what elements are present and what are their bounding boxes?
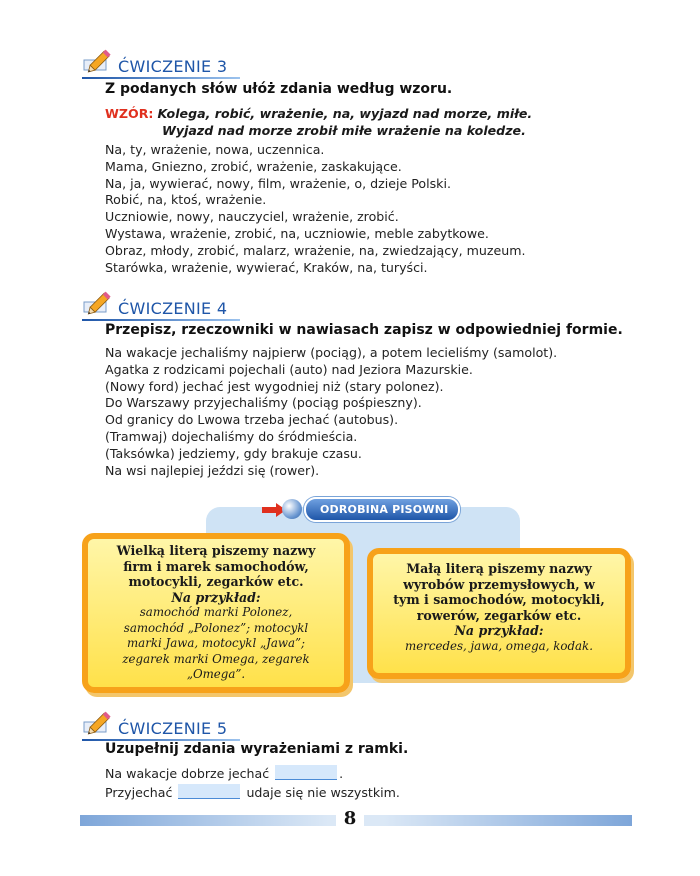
spelling-label-text: ODROBINA PISOWNI [304,497,460,522]
pencil-icon [82,46,116,76]
sentence-text: udaje się nie wszystkim. [246,785,400,800]
blank-field[interactable] [178,784,240,799]
list-item [105,764,400,783]
list-item: (Tramwaj) dojechaliśmy do śródmieścia. [105,428,358,444]
list-item: Od granicy do Lwowa trzeba jechać (autobus). [105,412,399,428]
rule-line: motocykli, zegarków etc. [128,574,304,589]
example-line: samochód marki Polonez, [139,605,293,619]
rule-line: wyrobów przemysłowych, w [403,576,595,592]
example-line: „Omega”. [186,667,246,681]
exercise-3-header [82,44,227,76]
exercise-5-title: ĆWICZENIE 5 [118,719,228,738]
blank-field[interactable] [275,765,337,780]
pencil-icon [82,288,116,318]
example-label: Na przykład: [171,589,261,605]
list-item: Robić, na, ktoś, wrażenie. [105,192,267,208]
exercise-5-lines [105,764,400,802]
exercise-4-title: ĆWICZENIE 4 [118,299,228,318]
rule-box-capital [82,533,350,693]
example-line: mercedes, jawa, omega, kodak. [405,638,593,653]
wzor-line-1: Kolega, robić, wrażenie, na, wyjazd nad morze, miłe. [157,106,533,121]
list-item: Na, ty, wrażenie, nowa, uczennica. [105,142,325,157]
wzor-line-2: Wyjazd nad morze zrobił miłe wrażenie na koledze. [162,122,526,138]
list-item: (Nowy ford) jechać jest wygodniej niż (stary polonez). [105,378,444,394]
exercise-5-header [82,706,227,738]
exercise-3-lines [105,142,526,276]
example-line: marki Jawa, motocykl „Jawa”; [126,636,305,650]
rule-line: Wielką literą piszemy nazwy [116,543,316,558]
page-number-text: 8 [336,808,365,829]
list-item: Starówka, wrażenie, wywierać, Kraków, na, turyści. [105,259,428,275]
heading-underline [82,319,240,321]
exercise-5-instruction: Uzupełnij zdania wyrażeniami z ramki. [105,741,409,757]
list-item: Na, ja, wywierać, nowy, film, wrażenie, o, dzieje Polski. [105,175,451,191]
list-item: Agatka z rodzicami pojechali (auto) nad Jeziora Mazurskie. [105,361,473,377]
page-number [0,808,700,829]
list-item: Wystawa, wrażenie, zrobić, na, uczniowie, meble zabytkowe. [105,225,489,241]
list-item: Na wsi najlepiej jeździ się (rower). [105,462,320,478]
wzor-label: WZÓR: [105,106,154,121]
sentence-text: Przyjechać [105,785,173,800]
example-line: samochód „Polonez”; motocykl [123,620,309,635]
list-item: Na wakacje jechaliśmy najpierw (pociąg), a potem lecieliśmy (samolot). [105,345,558,360]
globe-icon [282,499,302,519]
list-item: Do Warszawy przyjechaliśmy (pociąg pośpieszny). [105,395,422,411]
exercise-3-instruction: Z podanych słów ułóż zdania według wzoru. [105,81,453,97]
rule-line: rowerów, zegarków etc. [416,607,582,623]
heading-underline [82,77,240,79]
exercise-4-instruction: Przepisz, rzeczowniki w nawiasach zapisz w odpowiedniej formie. [105,322,623,338]
list-item: Mama, Gniezno, zrobić, wrażenie, zaskakujące. [105,158,402,174]
sentence-text: . [339,766,344,781]
exercise-3-title: ĆWICZENIE 3 [118,57,228,76]
sentence-text: Na wakacje dobrze jechać [105,766,270,781]
rule-line: firm i marek samochodów, [123,558,309,574]
wzor-block [105,106,532,140]
example-label: Na przykład: [454,623,544,638]
rule-box-lowercase [367,548,631,679]
rule-line: Małą literą piszemy nazwy [406,561,592,576]
exercise-4-header [82,286,227,318]
rule-line: tym i samochodów, motocykli, [393,592,605,607]
pencil-icon [82,708,116,738]
spelling-label [262,497,460,521]
list-item: Uczniowie, nowy, nauczyciel, wrażenie, zrobić. [105,209,399,225]
list-item: Obraz, młody, zrobić, malarz, wrażenie, na, zwiedzający, muzeum. [105,242,526,258]
list-item: (Taksówka) jedziemy, gdy brakuje czasu. [105,445,362,461]
exercise-4-lines [105,345,557,479]
example-line: zegarek marki Omega, zegarek [122,651,310,666]
list-item [105,783,400,802]
